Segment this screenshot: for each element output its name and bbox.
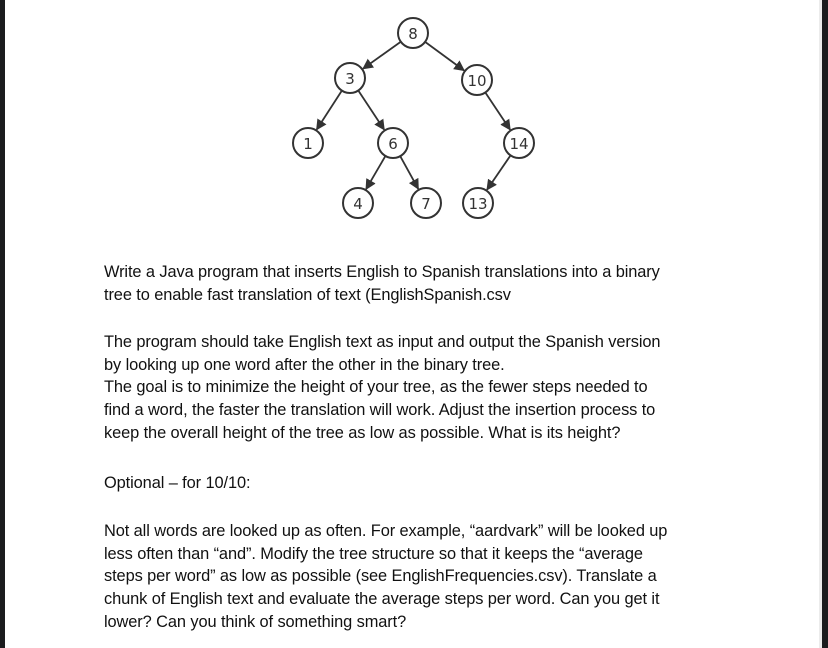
tree-node-13 — [463, 188, 493, 218]
tree-edge-arrow — [358, 91, 384, 130]
tree-node-1 — [293, 128, 323, 158]
tree-edge-arrow — [363, 42, 401, 69]
text-line: The program should take English text as input and output the Spanish version — [104, 333, 661, 351]
tree-edge-arrow — [400, 156, 418, 189]
text-line: chunk of English text and evaluate the average steps per word. Can you get it — [104, 590, 660, 609]
text-line: steps per word” as low as possible (see EnglishFrequencies.csv). Translate a — [104, 567, 657, 586]
text-line: The goal is to minimize the height of your tree, as the fewer steps needed to — [104, 378, 648, 397]
svg-text:3: 3 — [345, 70, 355, 88]
svg-text:4: 4 — [353, 195, 363, 213]
optional-heading-block — [104, 472, 744, 495]
tree-node-14 — [504, 128, 534, 158]
tree-edge-arrow — [366, 156, 385, 189]
text-line: keep the overall height of the tree as low as possible. What is its height? — [104, 423, 621, 442]
tree-nodes — [293, 18, 534, 218]
tree-edge-arrow — [425, 42, 464, 71]
tree-node-10 — [462, 65, 492, 95]
optional-heading: Optional – for 10/10: — [104, 474, 251, 492]
task-description — [104, 261, 744, 306]
tree-node-6 — [378, 128, 408, 158]
svg-text:7: 7 — [421, 195, 431, 213]
svg-text:6: 6 — [388, 135, 398, 153]
text-line: less often than “and”. Modify the tree structure so that it keeps the “average — [104, 544, 643, 563]
tree-node-8 — [398, 18, 428, 48]
tree-edge-arrow — [485, 92, 510, 129]
text-line: Write a Java program that inserts English to Spanish translations into a binary — [104, 263, 660, 281]
binary-tree-diagram — [0, 0, 828, 240]
requirements-paragraph — [104, 331, 744, 445]
tree-edge-arrow — [317, 91, 342, 130]
tree-node-4 — [343, 188, 373, 218]
text-line: lower? Can you think of something smart? — [104, 612, 407, 631]
svg-text:8: 8 — [408, 25, 418, 43]
text-line: tree to enable fast translation of text (EnglishSpanish.csv — [104, 285, 511, 304]
svg-text:14: 14 — [509, 135, 529, 153]
text-line: find a word, the faster the translation will work. Adjust the insertion process to — [104, 401, 656, 420]
text-line: Not all words are looked up as often. For example, “aardvark” will be looked up — [104, 522, 668, 540]
tree-node-7 — [411, 188, 441, 218]
svg-text:1: 1 — [303, 135, 313, 153]
tree-edge-arrow — [487, 155, 511, 189]
svg-text:13: 13 — [468, 195, 488, 213]
optional-paragraph — [104, 520, 744, 634]
tree-node-3 — [335, 63, 365, 93]
text-line: by looking up one word after the other in the binary tree. — [104, 355, 505, 374]
svg-text:10: 10 — [467, 72, 487, 90]
